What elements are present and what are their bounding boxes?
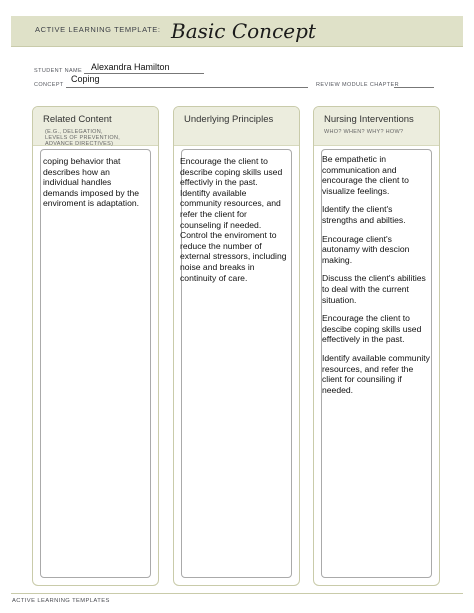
page-title: Basic Concept (171, 19, 316, 43)
concept-value[interactable]: Coping (71, 74, 100, 84)
header-label: ACTIVE LEARNING TEMPLATE: (35, 25, 161, 34)
related-content-subtitle: (E.G., DELEGATION, LEVELS OF PREVENTION, ADVANCE DIRECTIVES) (45, 129, 121, 147)
intervention-item: Encourage client's autonamy with descion making. (322, 233, 410, 265)
concept-label: CONCEPT (34, 82, 64, 88)
intervention-item: Encourage the client to descibe coping skills used effectively in the past. (322, 313, 422, 345)
concept-line (66, 87, 308, 88)
nursing-interventions-column (313, 106, 440, 586)
review-module-line (394, 87, 434, 88)
template-header (11, 16, 463, 47)
intervention-item: Discuss the client's abilities to deal with the current situation. (322, 273, 426, 305)
intervention-item: Be empathetic in communication and encourage the client to visualize feelings. (322, 154, 409, 196)
student-name-line (84, 73, 204, 74)
intervention-item: Identify the client's strengths and abilties. (322, 204, 406, 225)
related-content-header (33, 107, 158, 146)
nursing-interventions-title: Nursing Interventions (324, 114, 414, 125)
related-content-title: Related Content (43, 114, 112, 125)
student-name-value[interactable]: Alexandra Hamilton (91, 62, 170, 72)
nursing-interventions-subtitle: WHO? WHEN? WHY? HOW? (324, 129, 404, 135)
underlying-principles-column (173, 106, 300, 586)
nursing-interventions-list (322, 154, 430, 403)
related-content-column (32, 106, 159, 586)
footer-label: ACTIVE LEARNING TEMPLATES (12, 598, 110, 604)
related-content-box[interactable] (40, 149, 151, 578)
nursing-interventions-header (314, 107, 439, 146)
underlying-principles-text: Encourage the client to describe coping skills used effectivly in the past. Identifty available community resources, and refer the client for counseling if needed. Control the enviroment to reduce the number of external stressors, including noise and breaks in continuity of care. (180, 156, 287, 283)
related-content-text: coping behavior that describes how an individual handles demands imposed by the enviroment is adaptation. (43, 156, 140, 209)
underlying-principles-header (174, 107, 299, 146)
review-module-label: REVIEW MODULE CHAPTER (316, 82, 399, 88)
underlying-principles-title: Underlying Principles (184, 114, 274, 125)
intervention-item: Identify available community resources, and refer the client for counsiling if needed. (322, 352, 430, 395)
student-name-label: STUDENT NAME (34, 68, 83, 74)
footer-divider (11, 593, 463, 594)
